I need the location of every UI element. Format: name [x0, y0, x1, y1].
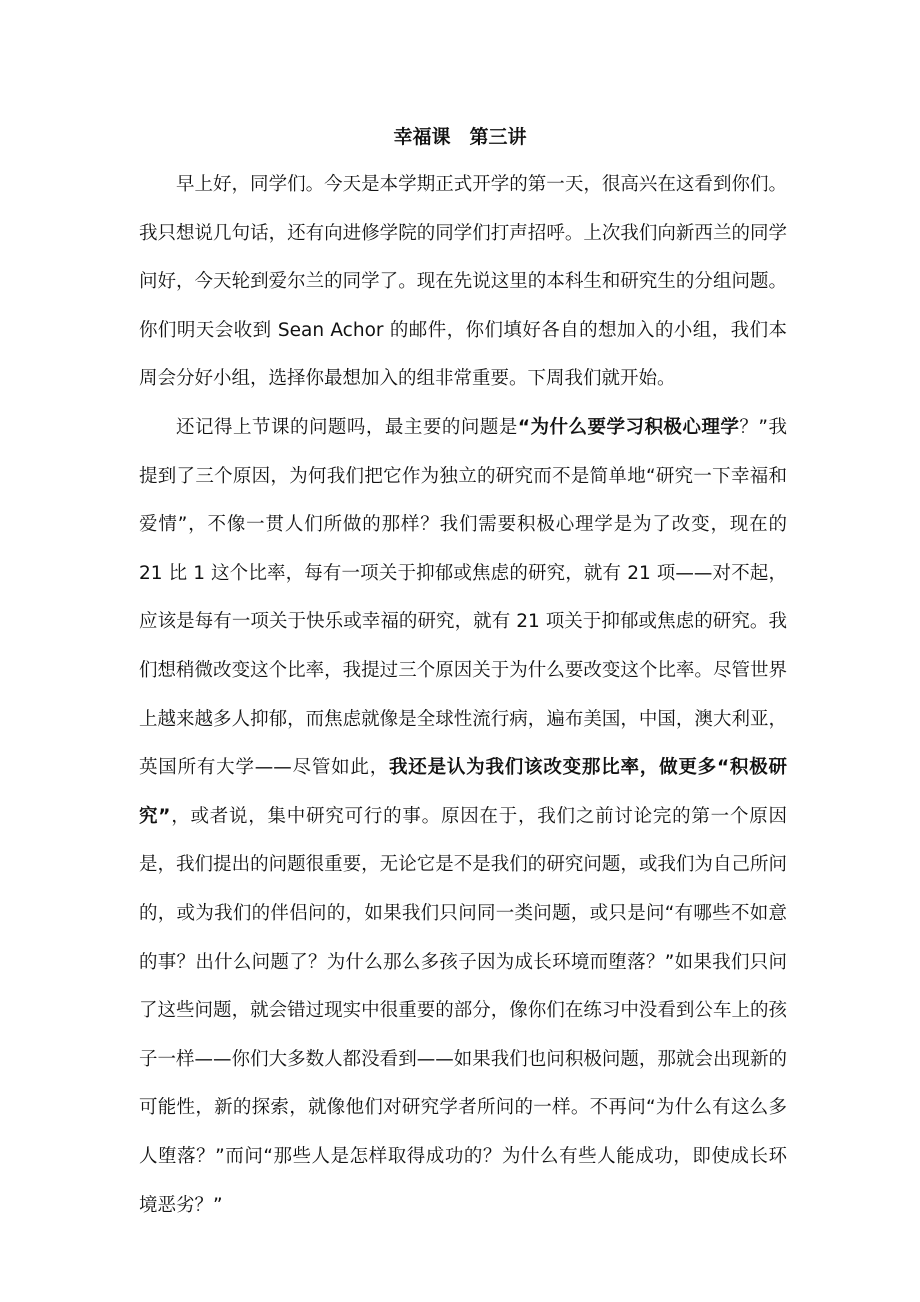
paragraph-1-text: 早上好，同学们。今天是本学期正式开学的第一天，很高兴在这看到你们。我只想说几句话，还有向进修学院的同学们打声招呼。上次我们向新西兰的同学问好，今天轮到爱尔兰的同学了。现在先说这里的本科生和研究生的分组问题。你们明天会收到 Sean Achor 的邮件，你们填好各自的想加入的小组，我们本周会分好小组，选择你最想加入的组非常重要。下周我们就开始。	[139, 174, 787, 390]
paragraph-2-text-a: 还记得上节课的问题吗，最主要的问题是	[176, 417, 518, 438]
paragraph-2	[139, 404, 787, 1230]
paragraph-1	[139, 161, 787, 404]
paragraph-2-text-b: ？”我提到了三个原因，为何我们把它作为独立的研究而不是简单地“研究一下幸福和爱情”，不像一贯人们所做的那样？我们需要积极心理学是为了改变，现在的 21 比 1 这个比率，每有一项关于抑郁或焦虑的研究，就有 21 项——对不起，应该是每有一项关于快乐或幸福的研究，就有 21 项关于抑郁或焦虑的研究。我们想稍微改变这个比率，我提过三个原因关于为什么要改变这个比率。尽管世界上越来越多人抑郁，而焦虑就像是全球性流行病，遍布美国，中国，澳大利亚，英国所有大学——尽管如此，	[139, 417, 787, 779]
paragraph-2-text-c: ，或者说，集中研究可行的事。原因在于，我们之前讨论完的第一个原因是，我们提出的问题很重要，无论它是不是我们的研究问题，或我们为自己所问的，或为我们的伴侣问的，如果我们只问同一类问题，或只是问“有哪些不如意的事？出什么问题了？为什么那么多孩子因为成长环境而堕落？”如果我们只问了这些问题，就会错过现实中很重要的部分，像你们在练习中没看到公车上的孩子一样——你们大多数人都没看到——如果我们也问积极问题，那就会出现新的可能性，新的探索，就像他们对研究学者所问的一样。不再问“为什么有这么多人堕落？”而问“那些人是怎样取得成功的？为什么有些人能成功，即使成长环境恶劣？”	[139, 805, 787, 1216]
paragraph-2-bold-question: “为什么要学习积极心理学	[517, 417, 740, 438]
paragraph-2-bold-claim: 我还是认为我们该改变那比率，做更多“积极研究”	[139, 757, 787, 827]
page-title: 幸福课 第三讲	[393, 126, 527, 148]
